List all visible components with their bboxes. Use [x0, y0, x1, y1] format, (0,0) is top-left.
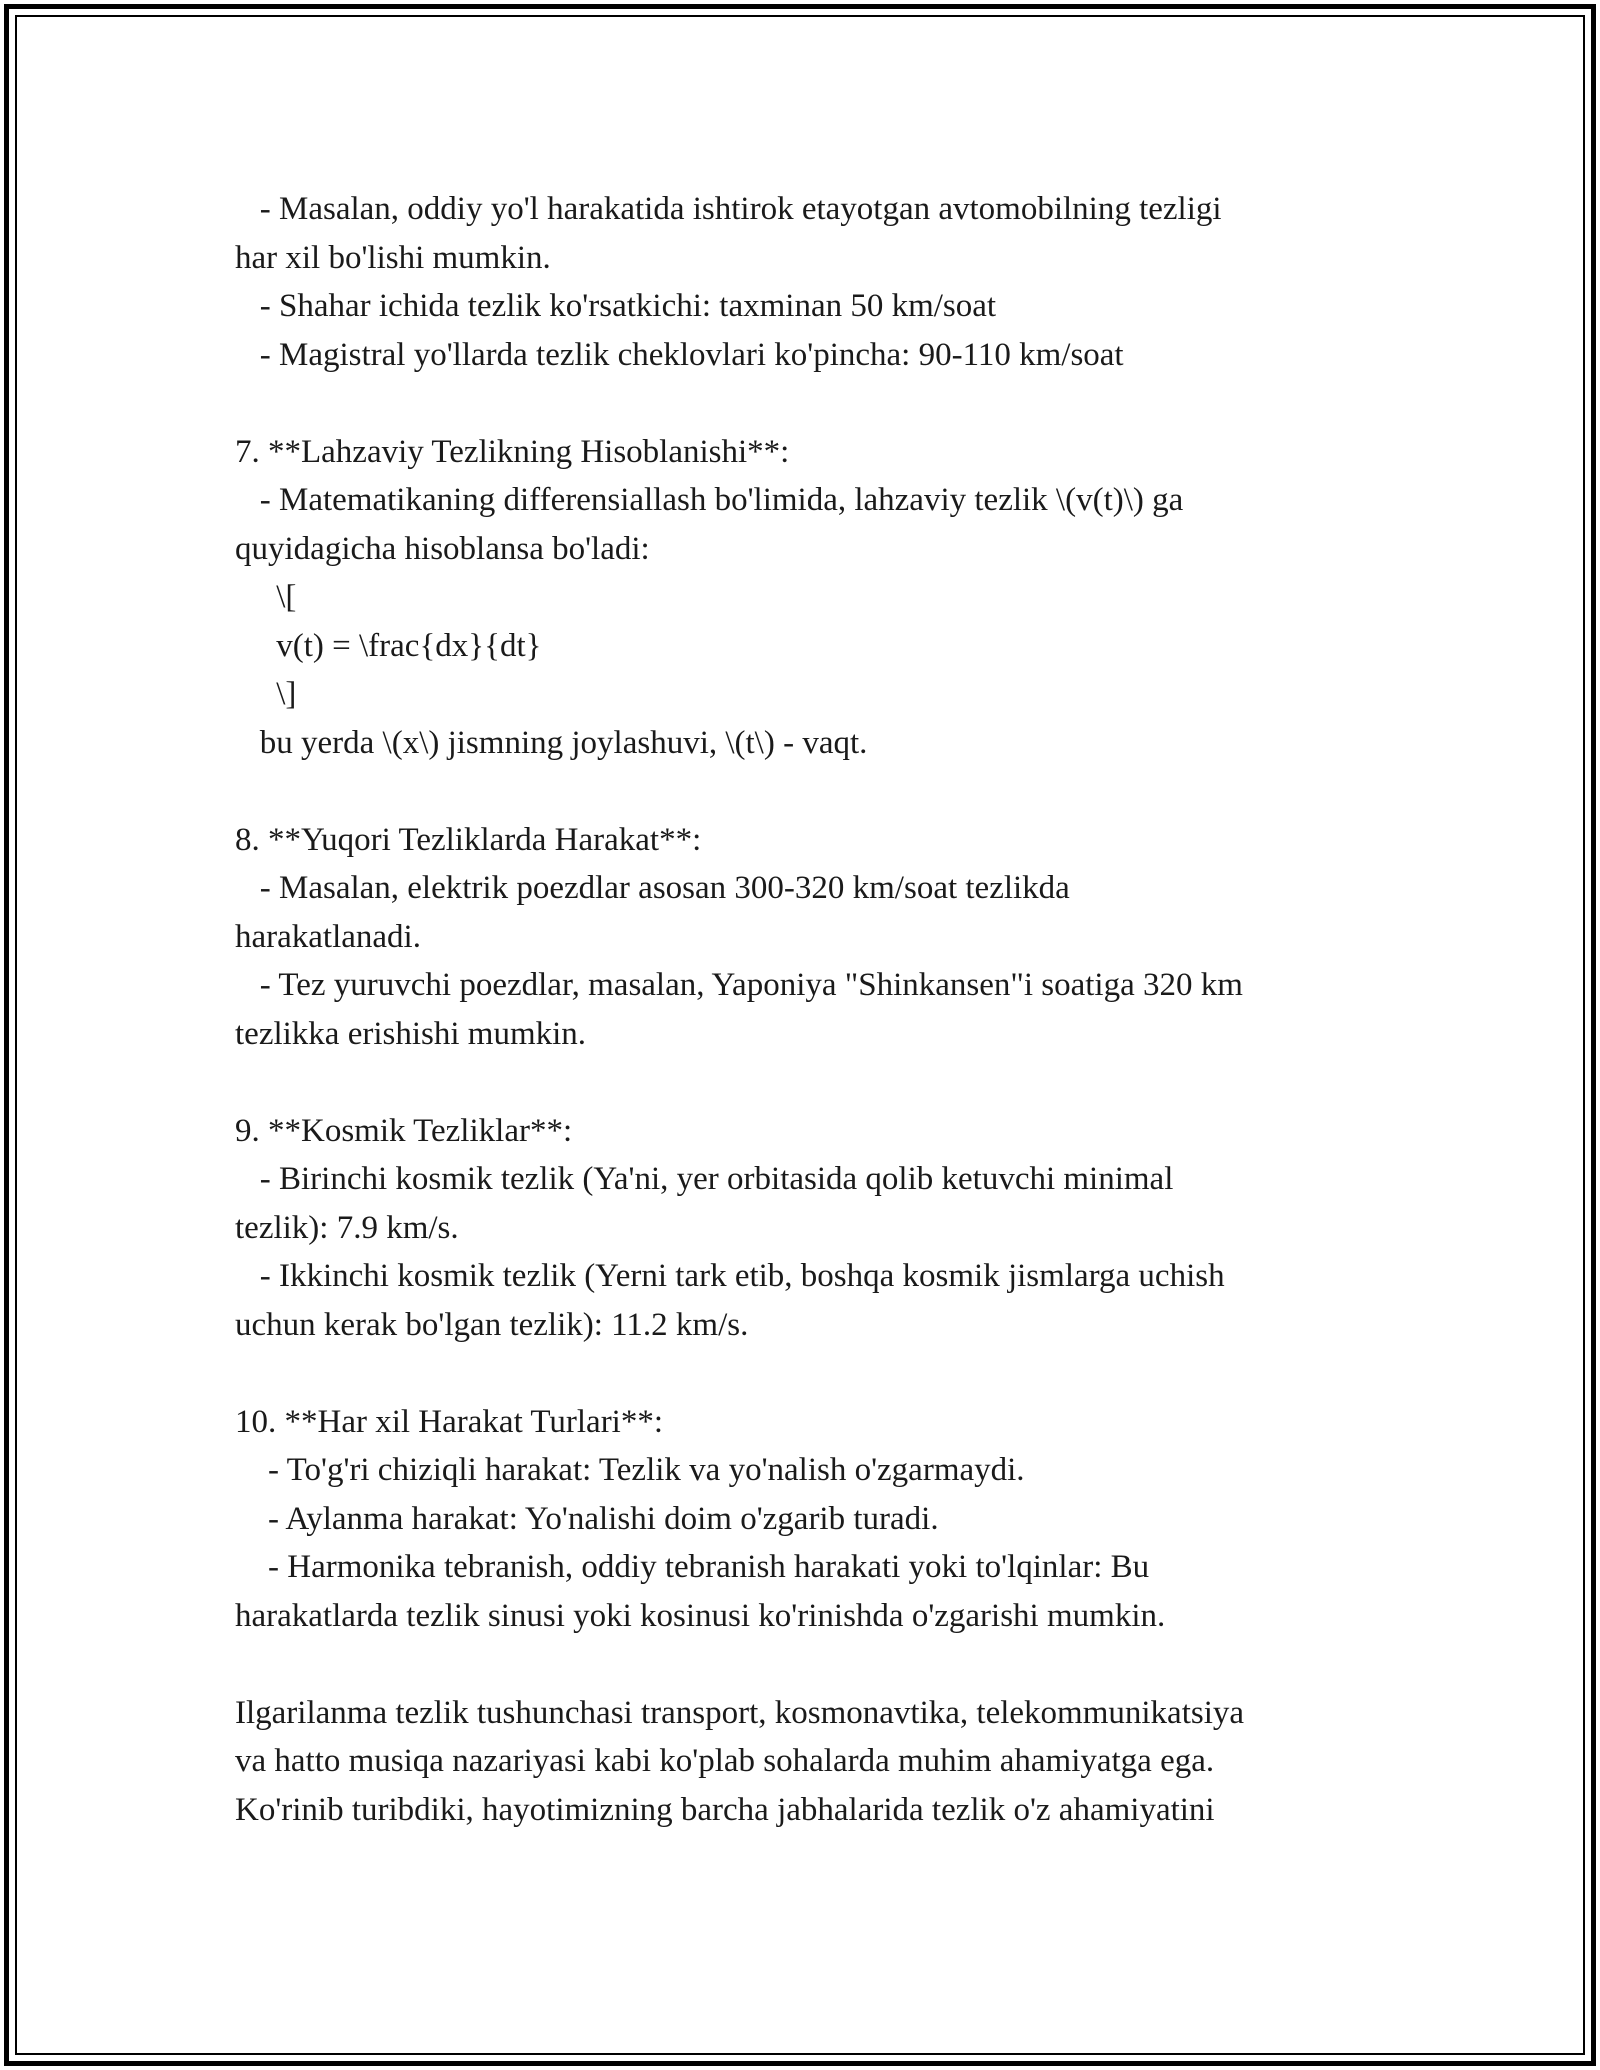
text-line: - Aylanma harakat: Yo'nalishi doim o'zgarib turadi. — [235, 1500, 939, 1537]
text-line: - Tez yuruvchi poezdlar, masalan, Yaponiya "Shinkansen"i soatiga 320 km — [235, 967, 1243, 1003]
conclusion-line: va hatto musiqa nazariyasi kabi ko'plab sohalarda muhim ahamiyatga ega. — [235, 1743, 1215, 1779]
document-body — [235, 185, 1385, 1834]
text-line: - To'g'ri chiziqli harakat: Tezlik va yo'nalish o'zgarmaydi. — [235, 1452, 1025, 1488]
formula-body: v(t) = \frac{dx}{dt} — [235, 627, 542, 664]
text-line: quyidagicha hisoblansa bo'ladi: — [235, 530, 650, 567]
section-heading-9: 9. **Kosmik Tezliklar**: — [235, 1112, 573, 1149]
text-line: - Harmonika tebranish, oddiy tebranish harakati yoki to'lqinlar: Bu — [235, 1549, 1150, 1585]
text-line: bu yerda \(x\) jismning joylashuvi, \(t\) - vaqt. — [235, 724, 868, 761]
text-line: - Shahar ichida tezlik ko'rsatkichi: taxminan 50 km/soat — [235, 288, 997, 324]
text-line: - Ikkinchi kosmik tezlik (Yerni tark etib, boshqa kosmik jismlarga uchish — [235, 1258, 1225, 1294]
conclusion-line: Ilgarilanma tezlik tushunchasi transport, kosmonavtika, telekommunikatsiya — [235, 1694, 1245, 1731]
text-line: - Birinchi kosmik tezlik (Ya'ni, yer orbitasida qolib ketuvchi minimal — [235, 1161, 1174, 1197]
blank-line — [235, 1058, 1385, 1107]
text-line: - Magistral yo'llarda tezlik cheklovlari ko'pincha: 90-110 km/soat — [235, 336, 1124, 373]
section-heading-10: 10. **Har xil Harakat Turlari**: — [235, 1403, 664, 1440]
text-line: - Masalan, oddiy yo'l harakatida ishtirok etayotgan avtomobilning tezligi — [235, 191, 1222, 227]
conclusion-line: Ko'rinib turibdiki, hayotimizning barcha jabhalarida tezlik o'z ahamiyatini — [235, 1791, 1215, 1828]
text-line: uchun kerak bo'lgan tezlik): 11.2 km/s. — [235, 1306, 749, 1343]
text-line: - Masalan, elektrik poezdlar asosan 300-320 km/soat tezlikda — [235, 870, 1070, 906]
formula-open: \[ — [235, 579, 297, 615]
blank-line — [235, 379, 1385, 428]
blank-line — [235, 767, 1385, 816]
text-line: - Matematikaning differensiallash bo'limida, lahzaviy tezlik \(v(t)\) ga — [235, 482, 1184, 518]
blank-line — [235, 1349, 1385, 1398]
section-heading-8: 8. **Yuqori Tezliklarda Harakat**: — [235, 821, 702, 858]
text-line: tezlik): 7.9 km/s. — [235, 1209, 459, 1246]
text-line: har xil bo'lishi mumkin. — [235, 239, 551, 276]
formula-close: \] — [235, 676, 297, 712]
text-line: harakatlanadi. — [235, 918, 421, 955]
text-line: tezlikka erishishi mumkin. — [235, 1015, 587, 1052]
blank-line — [235, 1640, 1385, 1689]
section-heading-7: 7. **Lahzaviy Tezlikning Hisoblanishi**: — [235, 433, 790, 470]
text-line: harakatlarda tezlik sinusi yoki kosinusi ko'rinishda o'zgarishi mumkin. — [235, 1597, 1166, 1634]
